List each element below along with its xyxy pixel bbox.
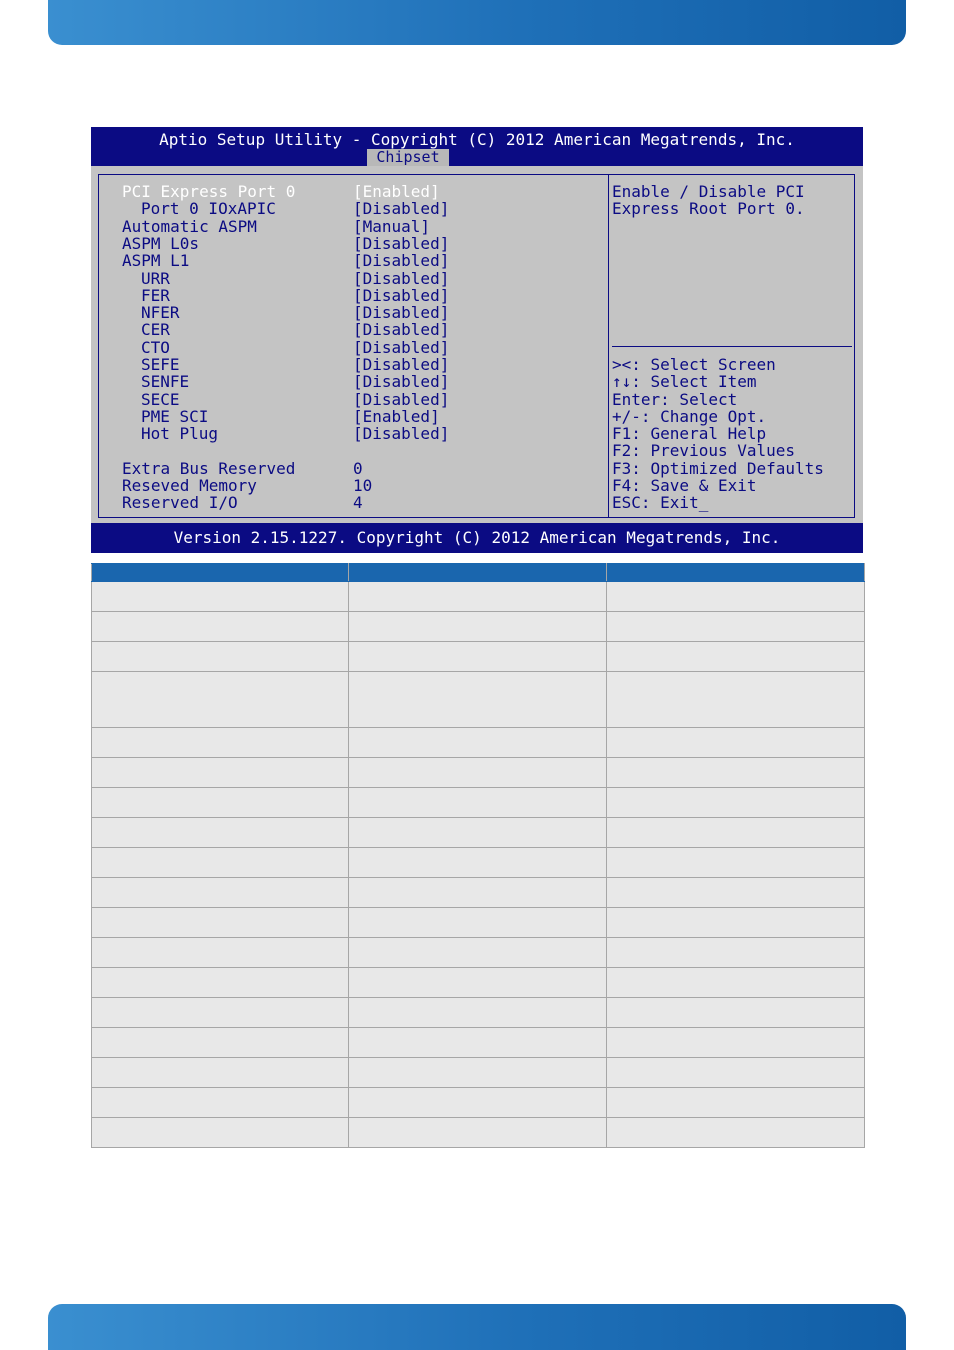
table-row — [92, 878, 865, 908]
setting-row[interactable] — [91, 270, 606, 287]
table-cell — [349, 998, 607, 1028]
setting-row[interactable] — [91, 356, 606, 373]
setting-row[interactable] — [91, 287, 606, 304]
setting-row[interactable] — [91, 339, 606, 356]
table-cell — [607, 818, 865, 848]
setting-value[interactable]: [Disabled] — [353, 320, 450, 340]
table-row — [92, 788, 865, 818]
setting-row[interactable] — [91, 391, 606, 408]
tab-chipset[interactable]: Chipset — [367, 149, 449, 166]
table-cell — [349, 1028, 607, 1058]
setting-value[interactable]: [Disabled] — [353, 372, 450, 392]
table-cell — [607, 968, 865, 998]
setting-label: NFER — [141, 303, 180, 323]
setting-label: SECE — [141, 389, 180, 409]
item-help-text: Enable / Disable PCI Express Root Port 0. — [612, 182, 805, 219]
setting-value[interactable]: [Disabled] — [353, 233, 450, 253]
setting-value[interactable]: [Enabled] — [353, 406, 440, 426]
setting-row[interactable] — [91, 373, 606, 390]
table-cell — [92, 1028, 349, 1058]
setting-row[interactable] — [91, 321, 606, 338]
table-cell — [92, 908, 349, 938]
table-cell — [349, 672, 607, 728]
setting-row[interactable] — [91, 460, 606, 477]
help-separator — [612, 346, 852, 347]
table-header-row — [92, 564, 865, 582]
header-band — [48, 0, 906, 45]
bios-main-panel — [91, 166, 863, 523]
setting-value[interactable]: [Disabled] — [353, 251, 450, 271]
table-row — [92, 642, 865, 672]
table-cell — [349, 582, 607, 612]
table-cell — [607, 1058, 865, 1088]
table-cell — [349, 728, 607, 758]
setting-row[interactable] — [91, 425, 606, 442]
table-cell — [607, 612, 865, 642]
table-cell — [607, 672, 865, 728]
setting-value[interactable]: [Disabled] — [353, 268, 450, 288]
table-cell — [92, 1088, 349, 1118]
table-cell — [607, 1028, 865, 1058]
table-row — [92, 938, 865, 968]
table-cell — [607, 938, 865, 968]
setting-label: SENFE — [141, 372, 190, 392]
table-cell — [607, 1118, 865, 1148]
table-cell — [349, 1088, 607, 1118]
bios-footer: Version 2.15.1227. Copyright (C) 2012 American Megatrends, Inc. — [173, 528, 781, 547]
table-row — [92, 1028, 865, 1058]
table-cell — [607, 582, 865, 612]
setting-value[interactable]: [Disabled] — [353, 337, 450, 357]
table-body — [92, 582, 865, 1148]
setting-label: Reserved I/O — [122, 493, 238, 513]
table-cell — [349, 968, 607, 998]
setting-value[interactable]: [Disabled] — [353, 389, 450, 409]
setting-row[interactable] — [91, 408, 606, 425]
table-row — [92, 968, 865, 998]
setting-label: CER — [141, 320, 170, 340]
table-cell — [92, 968, 349, 998]
table-header-cell — [349, 564, 607, 582]
table-row — [92, 1118, 865, 1148]
table-cell — [349, 938, 607, 968]
table-row — [92, 672, 865, 728]
table-row — [92, 848, 865, 878]
table-cell — [92, 642, 349, 672]
table-cell — [92, 1118, 349, 1148]
table-row — [92, 998, 865, 1028]
table-cell — [92, 788, 349, 818]
table-cell — [349, 848, 607, 878]
setting-value[interactable]: [Disabled] — [353, 199, 450, 219]
setting-value[interactable]: [Manual] — [353, 216, 431, 236]
table-cell — [607, 848, 865, 878]
setting-row[interactable] — [91, 304, 606, 321]
table-row — [92, 818, 865, 848]
table-cell — [607, 728, 865, 758]
setting-label: Port 0 IOxAPIC — [141, 199, 276, 219]
table-cell — [607, 642, 865, 672]
table-cell — [92, 612, 349, 642]
setting-value[interactable]: [Disabled] — [353, 303, 450, 323]
table-cell — [349, 908, 607, 938]
table-header-cell — [92, 564, 349, 582]
setting-label: CTO — [141, 337, 170, 357]
table-row — [92, 728, 865, 758]
footer-band — [48, 1304, 906, 1350]
table-cell — [349, 818, 607, 848]
setting-value[interactable]: 10 — [353, 476, 373, 496]
setting-label: ASPM L1 — [122, 251, 190, 271]
table-row — [92, 1058, 865, 1088]
setting-row[interactable] — [91, 183, 606, 200]
setting-label: ASPM L0s — [122, 233, 200, 253]
table-cell — [92, 848, 349, 878]
bios-setup-screen — [91, 127, 863, 553]
settings-table — [91, 563, 865, 1148]
setting-label: Hot Plug — [141, 424, 219, 444]
table-cell — [607, 788, 865, 818]
table-row — [92, 1088, 865, 1118]
table-cell — [92, 1058, 349, 1088]
table-cell — [92, 818, 349, 848]
setting-label: URR — [141, 268, 170, 288]
table-cell — [607, 1088, 865, 1118]
setting-label: Extra Bus Reserved — [122, 458, 296, 478]
table-row — [92, 758, 865, 788]
table-row — [92, 908, 865, 938]
setting-value[interactable]: 0 — [353, 458, 363, 478]
table-cell — [349, 1058, 607, 1088]
setting-row[interactable] — [91, 235, 606, 252]
table-cell — [349, 878, 607, 908]
setting-row[interactable] — [91, 218, 606, 235]
table-cell — [349, 612, 607, 642]
table-cell — [92, 878, 349, 908]
table-cell — [607, 998, 865, 1028]
setting-value[interactable]: [Enabled] — [353, 182, 440, 201]
setting-row[interactable] — [91, 494, 606, 511]
setting-row[interactable] — [91, 252, 606, 269]
setting-value[interactable]: 4 — [353, 493, 363, 513]
table-cell — [607, 878, 865, 908]
table-cell — [349, 788, 607, 818]
table-cell — [92, 582, 349, 612]
table-cell — [349, 758, 607, 788]
panel-divider — [608, 174, 609, 518]
table-row — [92, 612, 865, 642]
setting-label: PME SCI — [141, 406, 209, 426]
table-cell — [92, 758, 349, 788]
setting-value[interactable]: [Disabled] — [353, 285, 450, 305]
key-legend: ><: Select Screen ↑↓: Select Item Enter: Select +/-: Change Opt. F1: General Help F2: Previous Values F3: Optimized Defaults F4: Save & Exit ESC: Exit_ — [612, 355, 824, 513]
table-cell — [349, 642, 607, 672]
table-cell — [92, 728, 349, 758]
bios-title: Aptio Setup Utility - Copyright (C) 2012 American Megatrends, Inc. — [159, 130, 795, 149]
table-cell — [607, 758, 865, 788]
setting-label: FER — [141, 285, 170, 305]
setting-label: PCI Express Port 0 — [122, 182, 296, 201]
table-cell — [92, 938, 349, 968]
setting-value[interactable]: [Disabled] — [353, 424, 450, 444]
setting-label: SEFE — [141, 355, 180, 374]
table-cell — [607, 908, 865, 938]
setting-row[interactable] — [91, 477, 606, 494]
table-row — [92, 582, 865, 612]
setting-row[interactable] — [91, 200, 606, 217]
table-cell — [92, 998, 349, 1028]
setting-label: Automatic ASPM — [122, 216, 257, 236]
table-cell — [349, 1118, 607, 1148]
setting-value[interactable]: [Disabled] — [353, 355, 450, 374]
table-header-cell — [607, 564, 865, 582]
table-cell — [92, 672, 349, 728]
setting-label: Reseved Memory — [122, 476, 257, 496]
